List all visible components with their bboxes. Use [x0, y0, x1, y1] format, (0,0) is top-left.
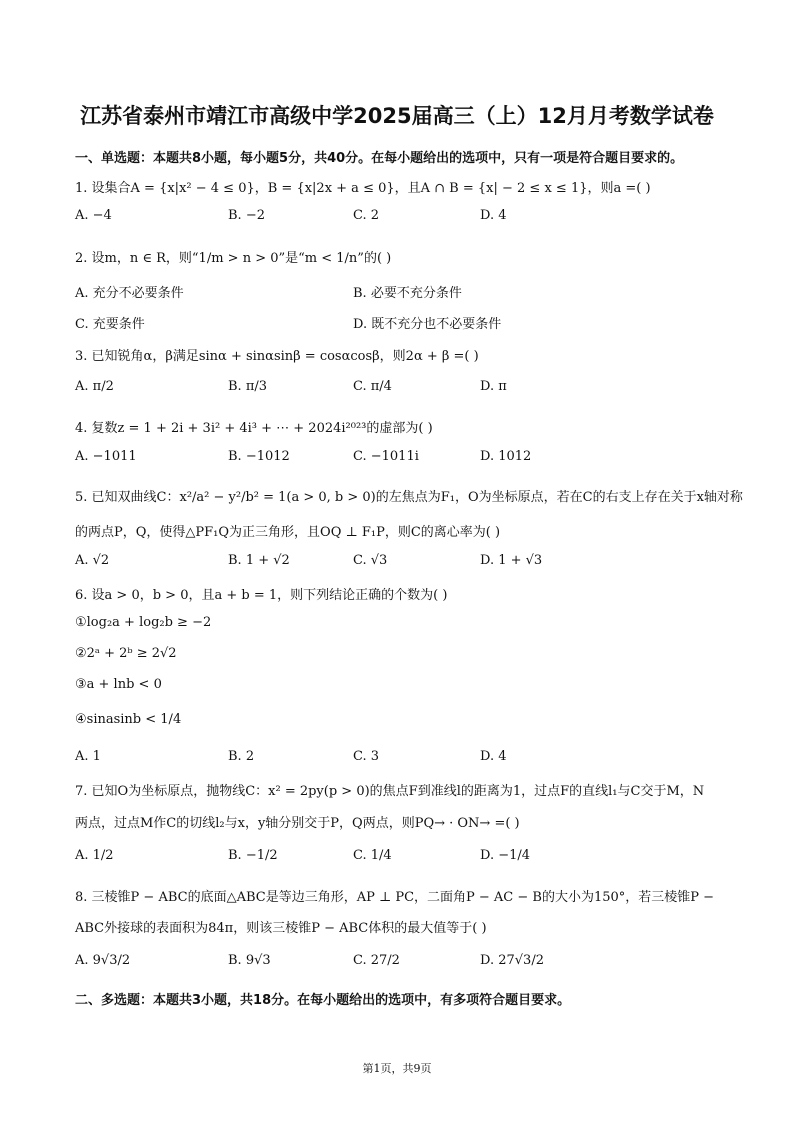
q1-option-a: A. −4	[75, 208, 112, 223]
q3-option-d: D. π	[480, 379, 507, 394]
q3-option-a: A. π/2	[75, 379, 114, 394]
q3-option-c: C. π/4	[353, 379, 392, 394]
q6-statement-4: ④sinasinb < 1/4	[75, 712, 182, 727]
q2-option-c: C. 充要条件	[75, 317, 145, 332]
q6-option-a: A. 1	[75, 749, 101, 764]
question-4-stem: 4. 复数z = 1 + 2i + 3i² + 4i³ + ⋯ + 2024i²⁰²³的虚部为( )	[75, 421, 433, 436]
q5-option-a: A. √2	[75, 553, 110, 568]
section-heading-multiple-choice: 二、多选题：本题共3小题，共18分。在每小题给出的选项中，有多项符合题目要求。	[75, 993, 571, 1008]
q7-option-a: A. 1/2	[75, 848, 114, 863]
q2-option-a: A. 充分不必要条件	[75, 286, 184, 301]
q7-option-c: C. 1/4	[353, 848, 392, 863]
question-7-stem-line-1: 7. 已知O为坐标原点，抛物线C：x² = 2py(p > 0)的焦点F到准线l的距离为1，过点F的直线l₁与C交于M，N	[75, 784, 705, 799]
q6-option-c: C. 3	[353, 749, 380, 764]
q6-statement-3: ③a + lnb < 0	[75, 677, 162, 692]
question-5-stem-line-1: 5. 已知双曲线C：x²/a² − y²/b² = 1(a > 0, b > 0)的左焦点为F₁，O为坐标原点，若在C的右支上存在关于x轴对称	[75, 490, 743, 505]
q3-option-b: B. π/3	[228, 379, 268, 394]
q4-option-b: B. −1012	[228, 449, 290, 464]
q1-option-c: C. 2	[353, 208, 380, 223]
section-heading-single-choice: 一、单选题：本题共8小题，每小题5分，共40分。在每小题给出的选项中，只有一项是符合题目要求的。	[75, 151, 684, 166]
q6-statement-2: ②2ᵃ + 2ᵇ ≥ 2√2	[75, 646, 177, 661]
q4-option-d: D. 1012	[480, 449, 532, 464]
question-8-stem-line-1: 8. 三棱锥P − ABC的底面△ABC是等边三角形，AP ⊥ PC，二面角P − AC − B的大小为150°，若三棱锥P −	[75, 890, 715, 905]
q8-option-c: C. 27/2	[353, 953, 400, 968]
q7-option-d: D. −1/4	[480, 848, 531, 863]
page-title: 江苏省泰州市靖江市高级中学2025届高三（上）12月月考数学试卷	[80, 104, 714, 128]
question-6-stem: 6. 设a > 0，b > 0，且a + b = 1，则下列结论正确的个数为( )	[75, 588, 448, 603]
q6-option-d: D. 4	[480, 749, 507, 764]
question-1-stem: 1. 设集合A = {x|x² − 4 ≤ 0}，B = {x|2x + a ≤ 0}，且A ∩ B = {x| − 2 ≤ x ≤ 1}，则a =( )	[75, 181, 651, 196]
page-footer: 第1页，共9页	[362, 1062, 432, 1075]
q5-option-c: C. √3	[353, 553, 388, 568]
q8-option-b: B. 9√3	[228, 953, 271, 968]
question-7-stem-line-2: 两点，过点M作C的切线l₂与x，y轴分别交于P，Q两点，则PQ→ · ON→ =( )	[75, 816, 520, 831]
question-8-stem-line-2: ABC外接球的表面积为84π，则该三棱锥P − ABC体积的最大值等于( )	[75, 921, 487, 936]
q1-option-b: B. −2	[228, 208, 265, 223]
question-5-stem-line-2: 的两点P，Q，使得△PF₁Q为正三角形，且OQ ⊥ F₁P，则C的离心率为( )	[75, 525, 501, 540]
q6-statement-1: ①log₂a + log₂b ≥ −2	[75, 615, 212, 630]
q5-option-d: D. 1 + √3	[480, 553, 543, 568]
q2-option-b: B. 必要不充分条件	[353, 286, 462, 301]
q8-option-d: D. 27√3/2	[480, 953, 544, 968]
question-2-stem: 2. 设m，n ∈ R，则“1/m > n > 0”是“m < 1/n”的( )	[75, 251, 392, 266]
q5-option-b: B. 1 + √2	[228, 553, 290, 568]
q6-option-b: B. 2	[228, 749, 255, 764]
q1-option-d: D. 4	[480, 208, 507, 223]
q4-option-c: C. −1011i	[353, 449, 419, 464]
q4-option-a: A. −1011	[75, 449, 137, 464]
q2-option-d: D. 既不充分也不必要条件	[353, 317, 502, 332]
q7-option-b: B. −1/2	[228, 848, 278, 863]
question-3-stem: 3. 已知锐角α，β满足sinα + sinαsinβ = cosαcosβ，则2α + β =( )	[75, 349, 479, 364]
q8-option-a: A. 9√3/2	[75, 953, 131, 968]
